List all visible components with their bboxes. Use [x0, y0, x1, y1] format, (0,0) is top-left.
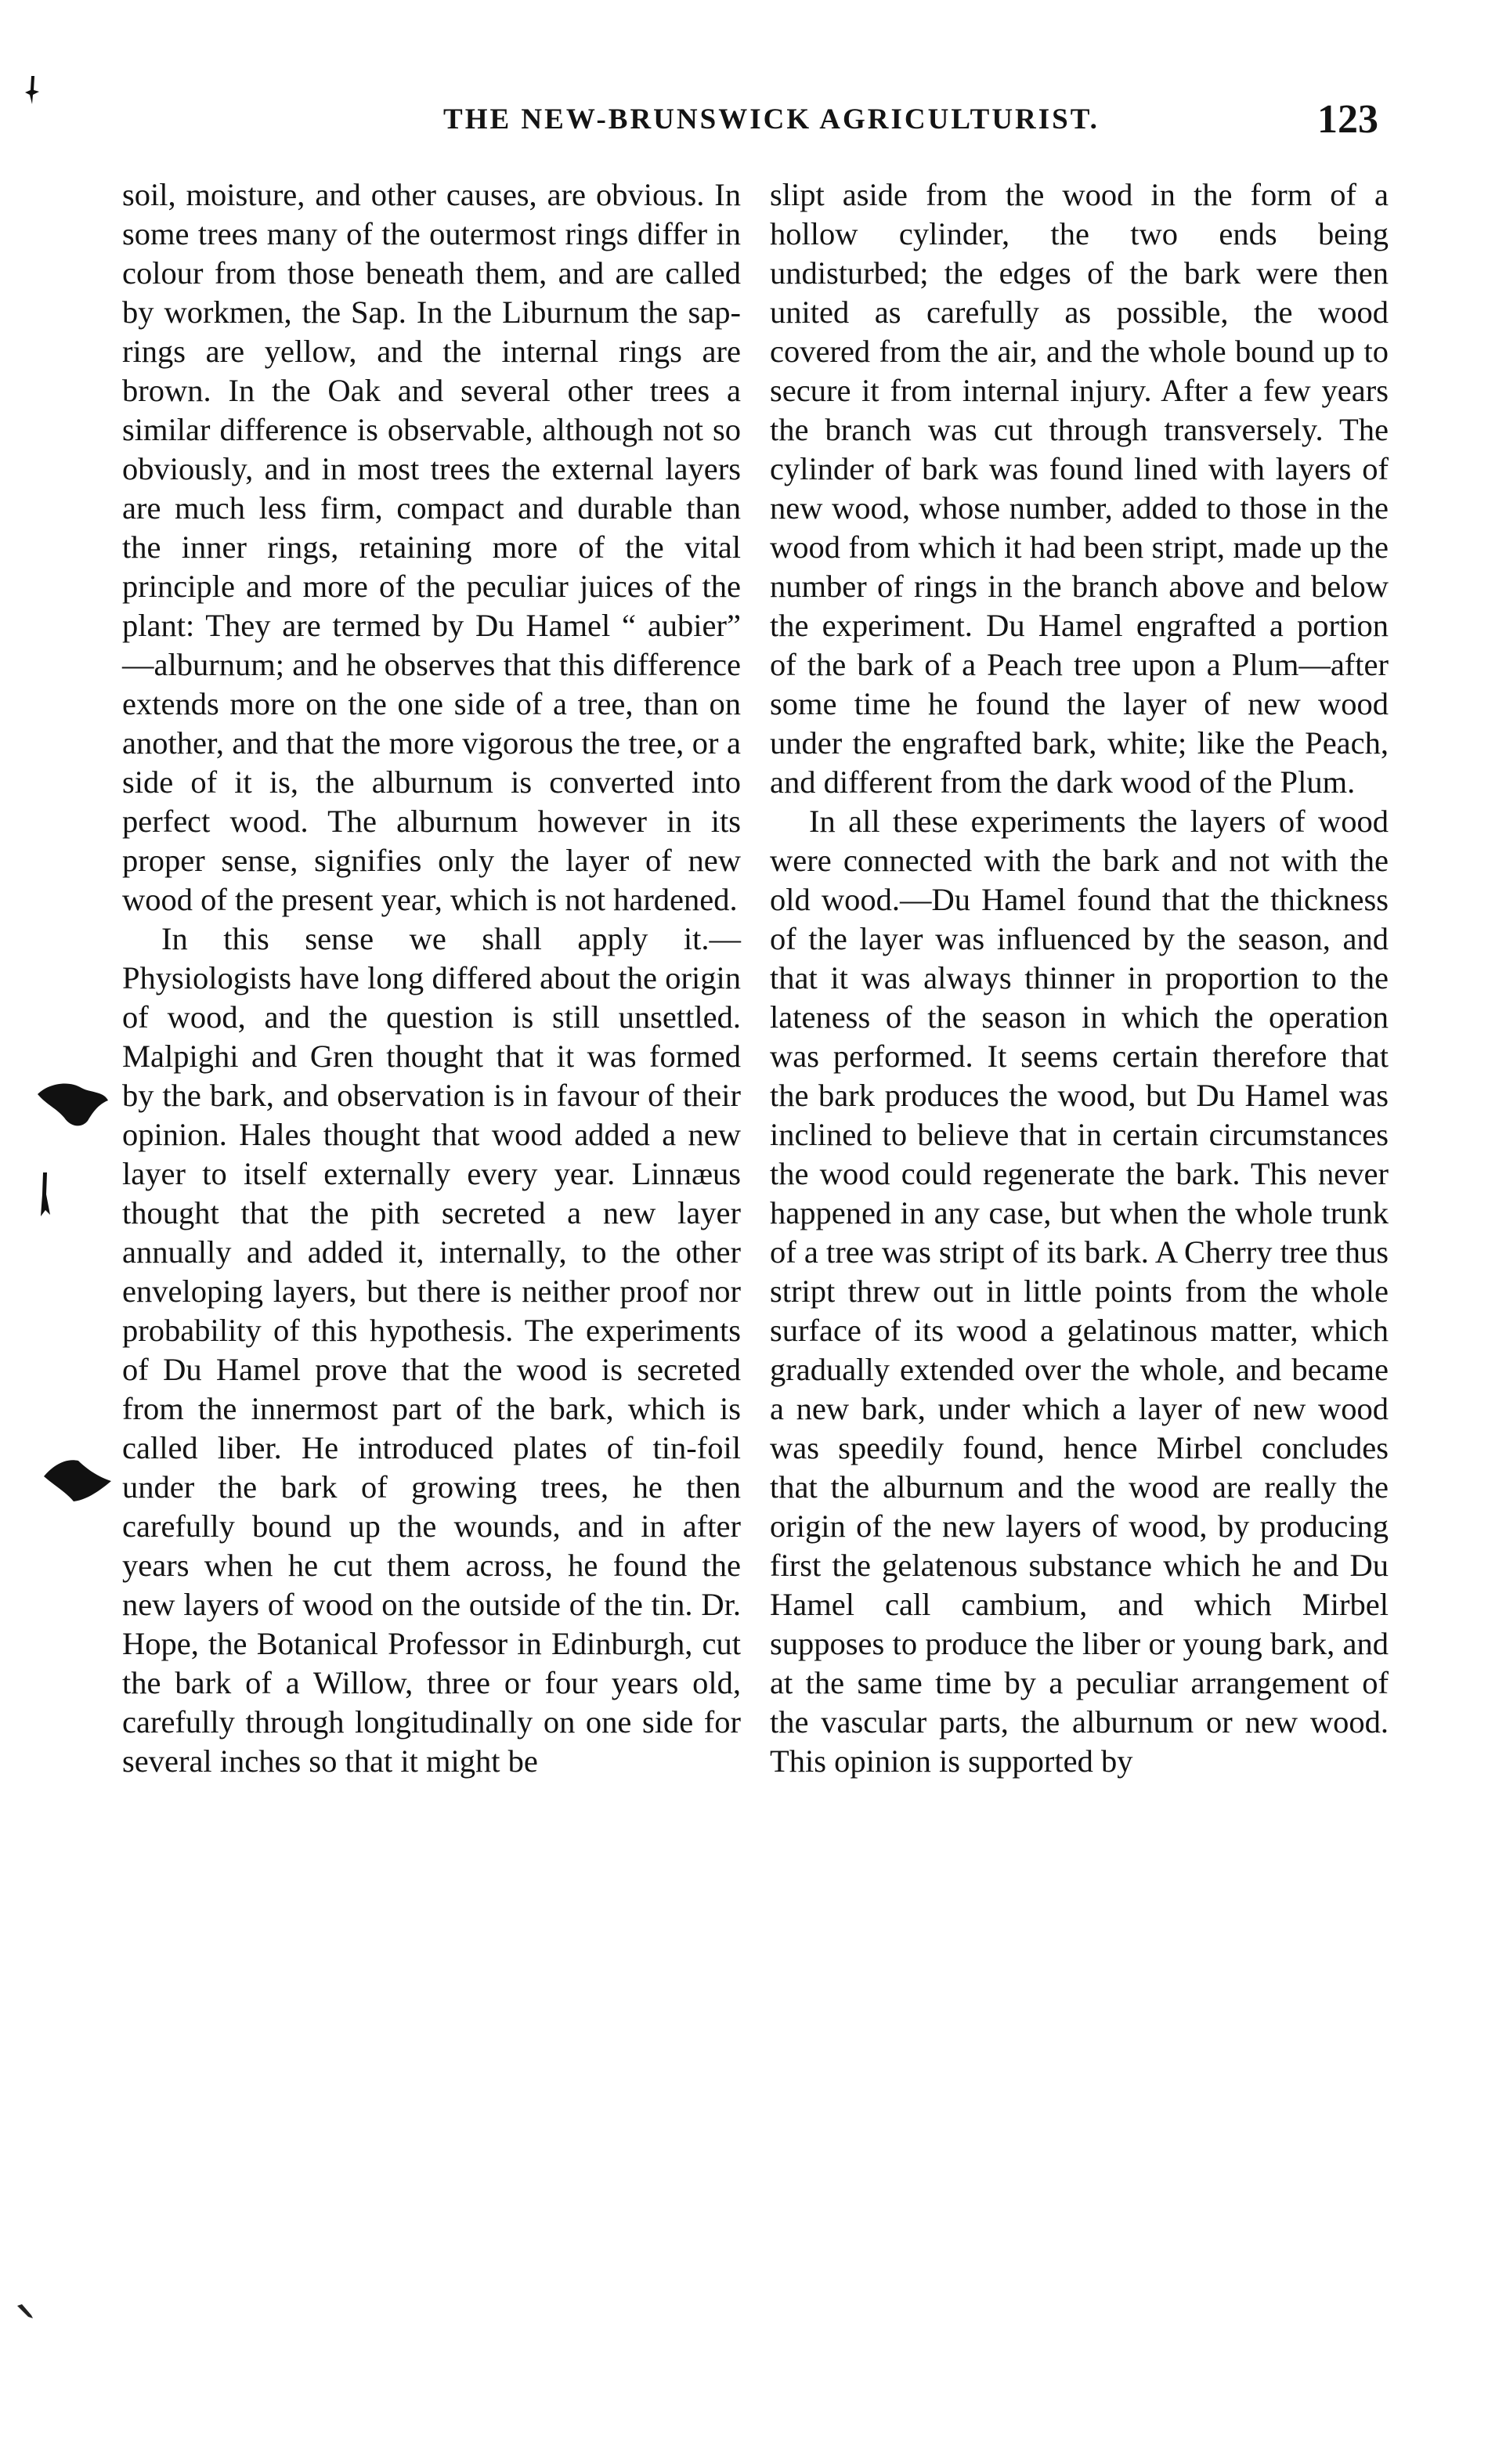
page-header: [117, 92, 1410, 147]
ink-speck-bottom-icon: [16, 2303, 34, 2320]
ink-blot-lower-icon: [41, 1453, 115, 1508]
ink-speck-top-icon: [23, 74, 41, 106]
ink-blot-large-icon: [33, 1077, 111, 1132]
ink-mark-small-icon: [38, 1171, 52, 1218]
right-paragraph-2: In all these experiments the layers of wood were connected with the bark and not with the old wood.—Du Hamel found that the thickness of the layer was influenced by the season, and that it was always thinner in proportion to the lateness of the season in which the operation was performed. It seems certain therefore that the bark produces the wood, but Du Hamel was inclined to believe that in certain circumstances the wood could regenerate the bark. This never happened in any case, but when the whole trunk of a tree was stript of its bark. A Cherry tree thus stript threw out in little points from the whole surface of its wood a gelatinous matter, which gradually extended over the whole, and became a new bark, under which a layer of new wood was speedily found, hence Mirbel concludes that the alburnum and the wood are really the origin of the new layers of wood, by producing first the gelatenous substance which he and Du Hamel call cambium, and which Mirbel supposes to produce the liber or young bark, and at the same time by a peculiar arrangement of the vascular parts, the alburnum or new wood. This opinion is supported by: [770, 804, 1389, 1779]
running-head: THE NEW-BRUNSWICK AGRICULTURIST.: [443, 103, 1100, 135]
left-column: [122, 175, 741, 1781]
left-paragraph-1: soil, moisture, and other causes, are obvious. In some trees many of the outermost rings differ in colour from those beneath them, and are called by workmen, the Sap. In the Liburnum the sap-rings are yellow, and the internal rings are brown. In the Oak and several other trees a similar difference is observable, although not so obviously, and in most trees the external layers are much less firm, compact and durable than the inner rings, retaining more of the vital principle and more of the peculiar juices of the plant: They are termed by Du Hamel “ aubier” —alburnum; and he observes that this difference extends more on the one side of a tree, than on another, and that the more vigorous the tree, or a side of it is, the alburnum is converted into perfect wood. The alburnum however in its proper sense, signifies only the layer of new wood of the present year, which is not hardened.: [122, 177, 741, 917]
right-column: [770, 175, 1389, 1781]
right-paragraph-1: slipt aside from the wood in the form of a hollow cylinder, the two ends being undisturbed; the edges of the bark were then united as carefully as possible, the wood covered from the air, and the whole bound up to secure it from internal injury. After a few years the branch was cut through transversely. The cylinder of bark was found lined with layers of new wood, whose number, added to those in the wood from which it had been stript, made up the number of rings in the branch above and below the experiment. Du Hamel engrafted a portion of the bark of a Peach tree upon a Plum—after some time he found the layer of new wood under the engrafted bark, white; like the Peach, and different from the dark wood of the Plum.: [770, 177, 1389, 800]
left-paragraph-2: In this sense we shall apply it.—Physiologists have long differed about the origin of wood, and the question is still unsettled. Malpighi and Gren thought that it was formed by the bark, and observation is in favour of their opinion. Hales thought that wood added a new layer to itself externally every year. Linnæus thought that the pith secreted a new layer annually and added it, internally, to the other enveloping layers, but there is neither proof nor probability of this hypothesis. The experiments of Du Hamel prove that the wood is secreted from the innermost part of the bark, which is called liber. He introduced plates of tin-foil under the bark of growing trees, he then carefully bound up the wounds, and in after years when he cut them across, he found the new layers of wood on the outside of the tin. Dr. Hope, the Botanical Professor in Edinburgh, cut the bark of a Willow, three or four years old, carefully through longitudinally on one side for several inches so that it might be: [122, 921, 741, 1779]
page-number: 123: [1317, 97, 1378, 142]
